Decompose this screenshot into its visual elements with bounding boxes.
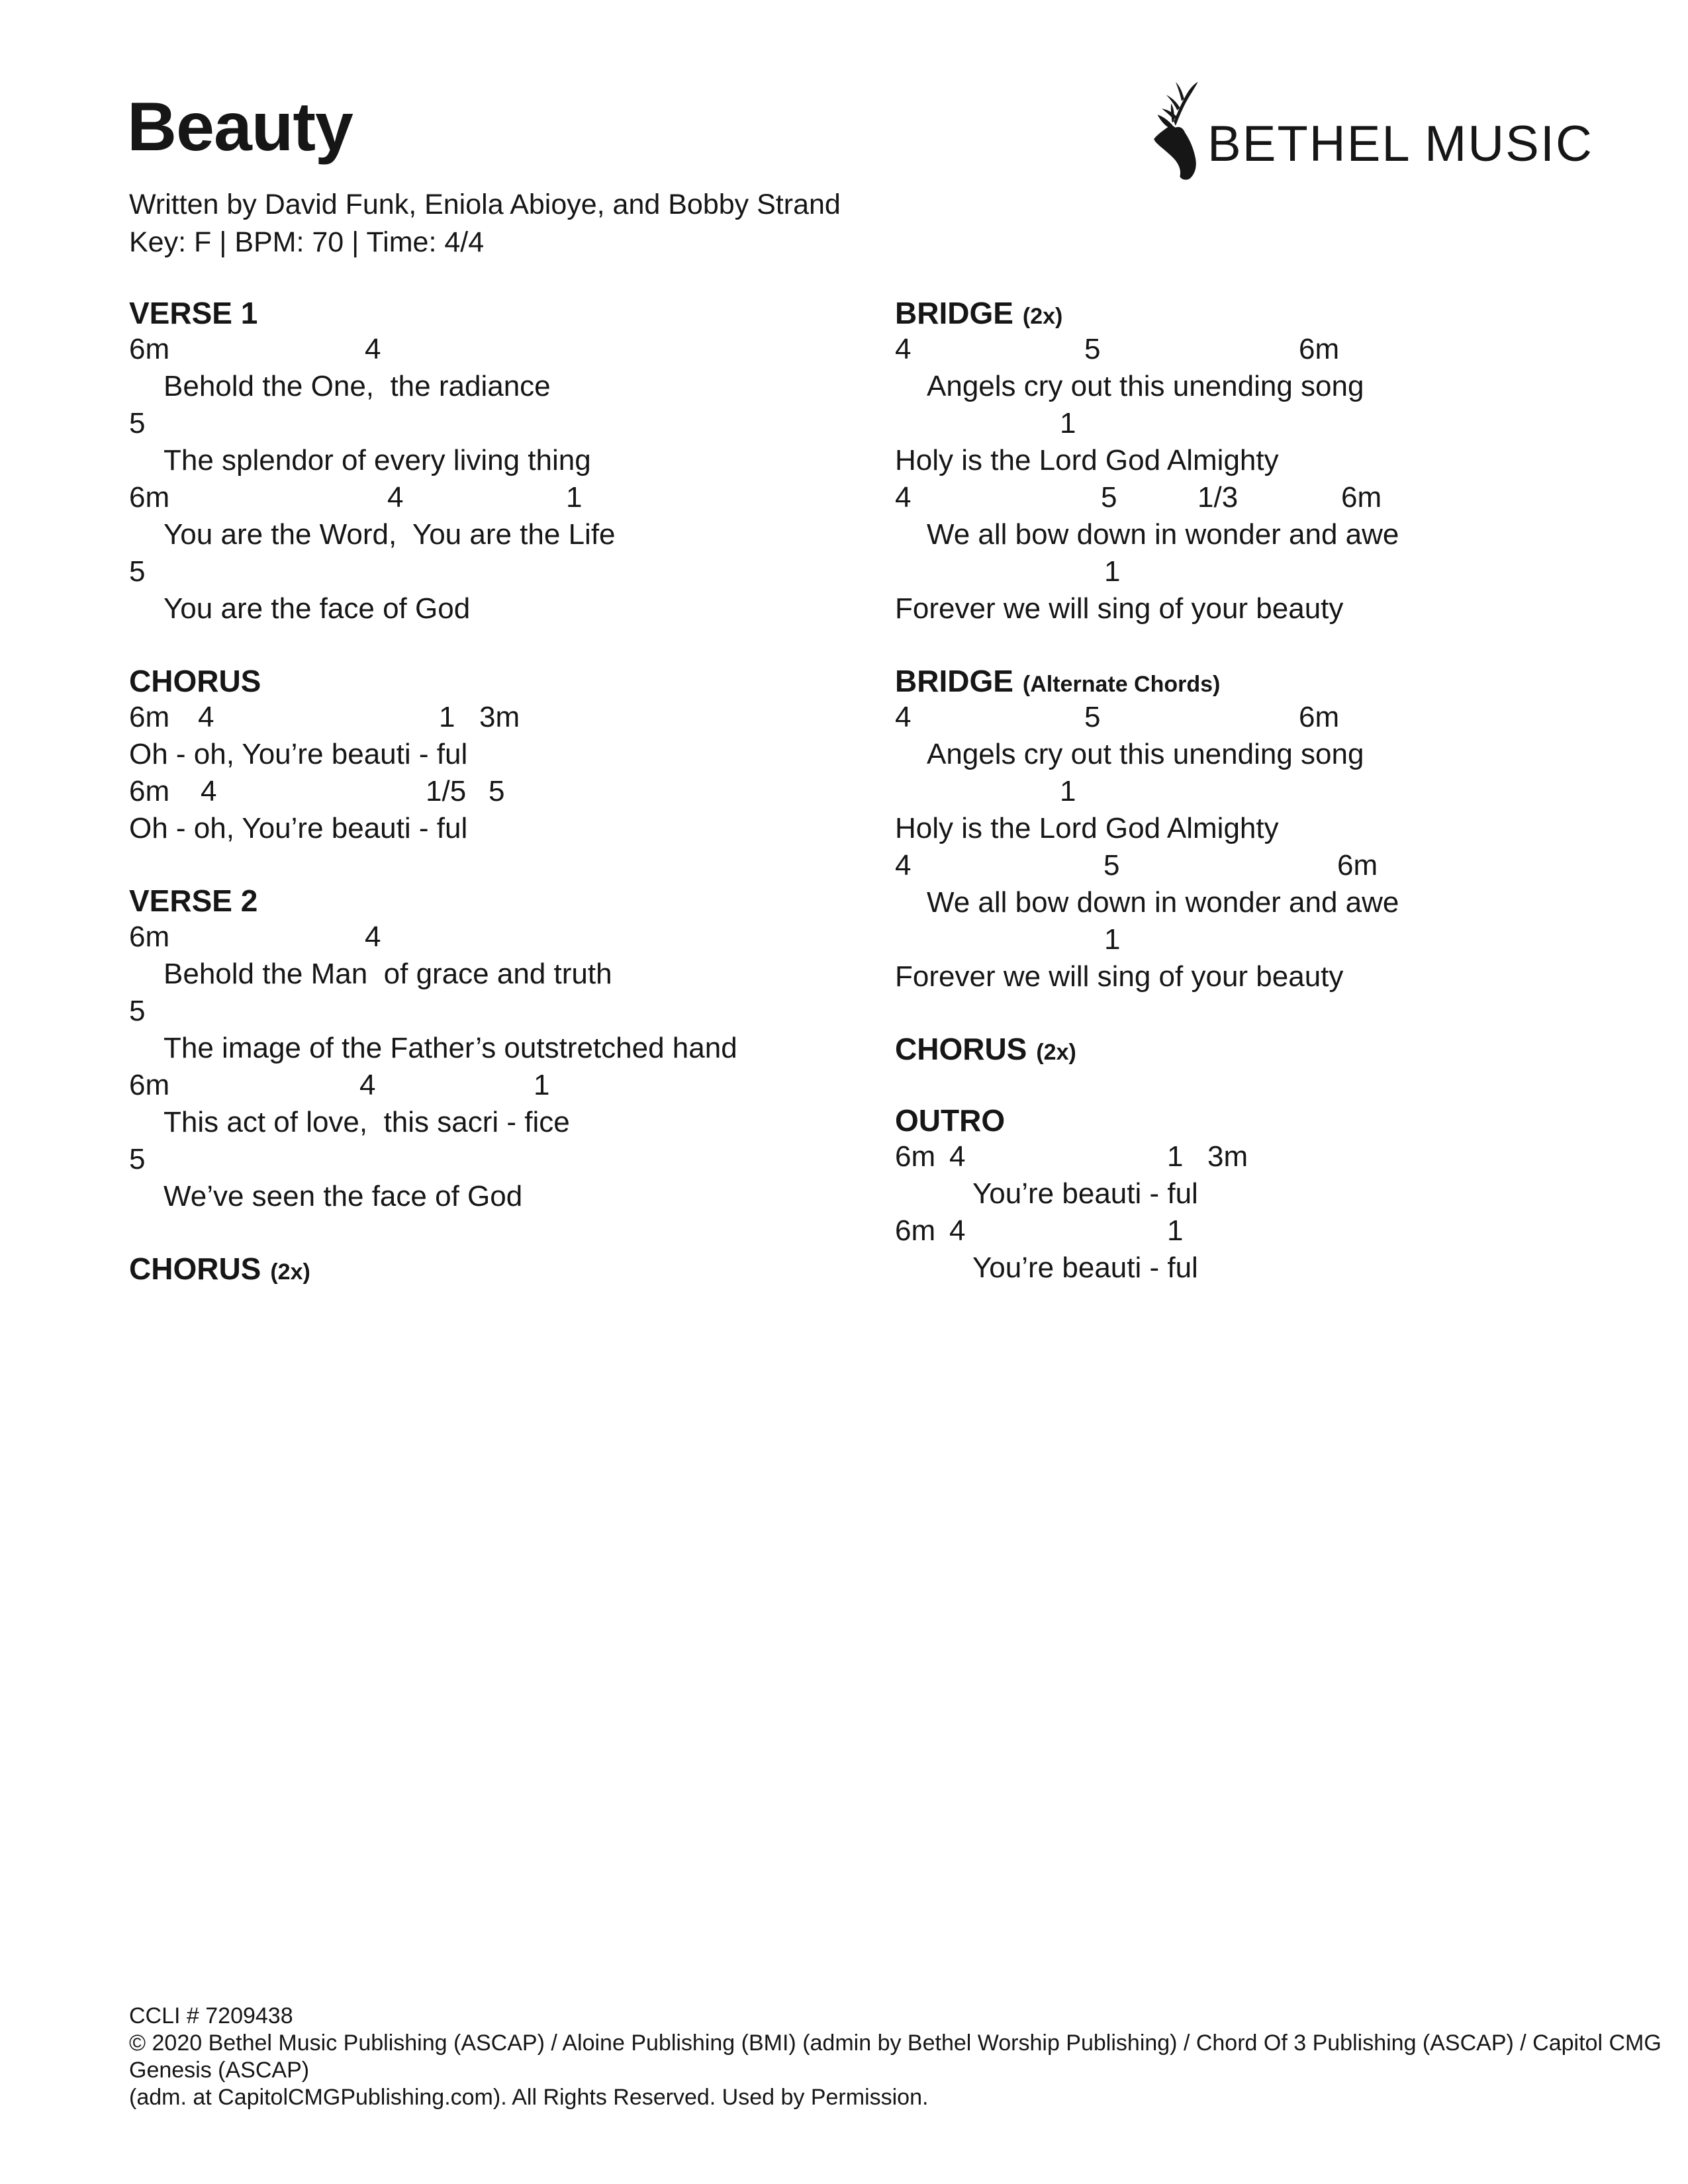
chord: 1/3: [1197, 481, 1239, 514]
song-section: [895, 294, 1656, 627]
chord: 5: [129, 407, 146, 439]
lyric-line: Angels cry out this unending song: [927, 738, 1364, 770]
chord: 1: [1060, 407, 1076, 439]
chord: 5: [489, 775, 505, 807]
chord-line: [895, 331, 1656, 368]
chord-line: [895, 405, 1656, 442]
section-heading-label: VERSE 2: [129, 884, 258, 918]
section-heading-suffix: (2x): [1036, 1040, 1076, 1065]
chord-line: [129, 1067, 851, 1104]
chord: 5: [1084, 701, 1101, 733]
chord-line: [895, 1138, 1656, 1175]
lyric-line: This act of love, this sacri - fice: [164, 1106, 570, 1138]
section-heading: [895, 662, 1656, 699]
section-heading-suffix: (2x): [270, 1259, 310, 1285]
chord: 5: [1101, 481, 1117, 514]
copyright-line-2: (adm. at CapitolCMGPublishing.com). All Rights Reserved. Used by Permission.: [129, 2085, 929, 2110]
chord: 6m: [1299, 701, 1340, 733]
chord: 6m: [129, 775, 170, 807]
lyric-line: Holy is the Lord God Almighty: [895, 812, 1279, 844]
chord: 1: [534, 1069, 550, 1101]
section-heading-suffix: (2x): [1022, 304, 1063, 329]
chord: 6m: [895, 1140, 936, 1173]
chord-line: [895, 553, 1656, 590]
right-column: [895, 294, 1656, 1287]
lyric-line: You’re beauti - ful: [972, 1177, 1198, 1210]
chord: 4: [895, 701, 912, 733]
chord: 4: [387, 481, 404, 514]
ccli-number: CCLI # 7209438: [129, 2003, 293, 2028]
section-heading: [895, 294, 1656, 331]
chord: 5: [1084, 333, 1101, 365]
chord: 1: [1167, 1140, 1184, 1173]
chord-line: [129, 919, 851, 956]
lyric-line: Forever we will sing of your beauty: [895, 960, 1344, 993]
song-section: [895, 662, 1656, 995]
copyright-line-1: © 2020 Bethel Music Publishing (ASCAP) / Aloine Publishing (BMI) (admin by Bethel Worship Publishing) / Chord Of 3 Publishing (ASCAP) / Capitol CMG Genesis (ASCAP): [129, 2030, 1662, 2083]
left-column: [129, 294, 851, 1287]
chord: 6m: [1341, 481, 1382, 514]
song-byline: Written by David Funk, Eniola Abioye, and Bobby Strand: [129, 189, 841, 220]
chord: 4: [895, 333, 912, 365]
song-section: [129, 294, 851, 627]
chord: 5: [129, 1143, 146, 1175]
chord: 4: [895, 849, 912, 882]
chord: 6m: [1299, 333, 1340, 365]
section-heading-label: OUTRO: [895, 1103, 1006, 1138]
lyric-line: Angels cry out this unending song: [927, 370, 1364, 402]
chord: 1: [1104, 555, 1121, 588]
bethel-music-logo: [1147, 77, 1199, 180]
chord-line: [129, 773, 851, 810]
chord-line: [129, 331, 851, 368]
section-heading: [895, 1101, 1656, 1138]
chord: 6m: [895, 1214, 936, 1247]
chord: 6m: [129, 333, 170, 365]
chord: 4: [949, 1140, 966, 1173]
section-heading-label: CHORUS: [129, 1251, 261, 1286]
deer-antlers-icon: [1147, 77, 1199, 180]
chord: 1: [1167, 1214, 1184, 1247]
chord-line: [895, 479, 1656, 516]
lyric-line: You are the face of God: [164, 592, 471, 625]
chord-line: [895, 773, 1656, 810]
lyric-line: Oh - oh, You’re beauti - ful: [129, 738, 468, 770]
chord: 4: [365, 921, 381, 953]
chord: 6m: [129, 1069, 170, 1101]
chord-line: [895, 921, 1656, 958]
section-heading: [895, 1030, 1656, 1067]
chord: 1: [439, 701, 455, 733]
section-heading: [129, 662, 851, 699]
lyric-line: We all bow down in wonder and awe: [927, 518, 1399, 551]
chord: 4: [359, 1069, 376, 1101]
lyric-line: The image of the Father’s outstretched hand: [164, 1032, 737, 1064]
lyric-line: Holy is the Lord God Almighty: [895, 444, 1279, 477]
section-heading-label: CHORUS: [129, 664, 261, 698]
song-meta-block: [129, 186, 841, 261]
chord: 3m: [479, 701, 520, 733]
lyric-line: We all bow down in wonder and awe: [927, 886, 1399, 919]
chord: 1: [1104, 923, 1121, 956]
chord-line: [129, 699, 851, 736]
lyric-line: The splendor of every living thing: [164, 444, 591, 477]
song-title: Beauty: [127, 89, 353, 165]
song-section: [129, 882, 851, 1215]
chord-line: [129, 993, 851, 1030]
chord: 4: [365, 333, 381, 365]
chord: 5: [1103, 849, 1120, 882]
chord: 1/5: [426, 775, 467, 807]
chord-line: [129, 553, 851, 590]
song-section: [895, 1101, 1656, 1287]
footer: [129, 2003, 1688, 2111]
lyric-line: You are the Word, You are the Life: [164, 518, 616, 551]
chord: 6m: [129, 481, 170, 514]
section-heading: [129, 1250, 851, 1287]
chord-line: [129, 479, 851, 516]
section-heading: [129, 882, 851, 919]
chord-line: [895, 1212, 1656, 1250]
section-heading: [129, 294, 851, 331]
section-heading-label: BRIDGE: [895, 664, 1013, 698]
chord: 4: [198, 701, 214, 733]
chord-line: [129, 1141, 851, 1178]
chord-line: [895, 699, 1656, 736]
chord: 6m: [129, 921, 170, 953]
chord: 4: [895, 481, 912, 514]
chord: 3m: [1207, 1140, 1248, 1173]
section-heading-label: CHORUS: [895, 1032, 1027, 1066]
chord: 5: [129, 555, 146, 588]
chord-line: [895, 847, 1656, 884]
chord: 4: [949, 1214, 966, 1247]
chord-line: [129, 405, 851, 442]
lyric-line: We’ve seen the face of God: [164, 1180, 523, 1212]
chord: 6m: [129, 701, 170, 733]
lyric-line: Behold the Man of grace and truth: [164, 958, 612, 990]
chord: 1: [1060, 775, 1076, 807]
song-section: [895, 1030, 1656, 1067]
section-heading-label: VERSE 1: [129, 296, 258, 330]
lyric-line: Forever we will sing of your beauty: [895, 592, 1344, 625]
chord: 4: [201, 775, 217, 807]
section-heading-label: BRIDGE: [895, 296, 1013, 330]
lyric-line: You’re beauti - ful: [972, 1251, 1198, 1284]
bethel-music-wordmark: BETHEL MUSIC: [1207, 116, 1593, 172]
lyric-line: Oh - oh, You’re beauti - ful: [129, 812, 468, 844]
song-key-bpm-time: Key: F | BPM: 70 | Time: 4/4: [129, 226, 485, 258]
song-section: [129, 1250, 851, 1287]
lyric-line: Behold the One, the radiance: [164, 370, 551, 402]
chord: 1: [566, 481, 583, 514]
chord: 6m: [1337, 849, 1378, 882]
chord: 5: [129, 995, 146, 1027]
song-section: [129, 662, 851, 847]
section-heading-suffix: (Alternate Chords): [1022, 672, 1221, 697]
